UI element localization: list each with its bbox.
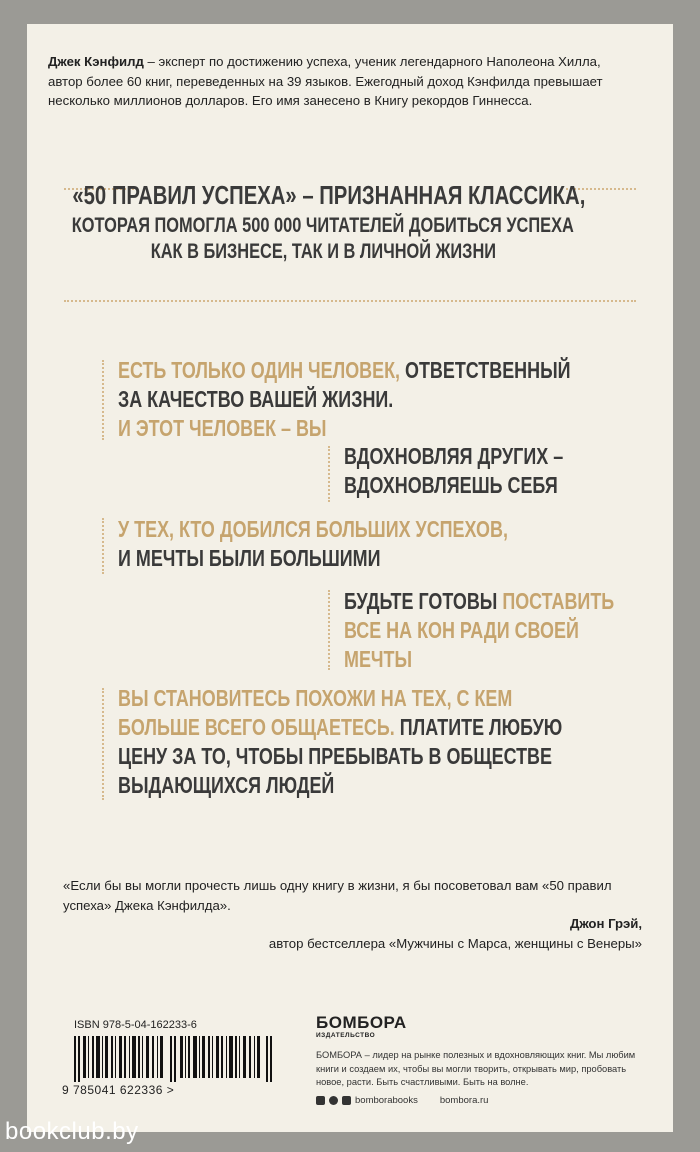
reviewer-role: автор бестселлера «Мужчины с Марса, женщины с Венеры» (268, 936, 642, 951)
quote2-line-1: ВДОХНОВЛЯЯ ДРУГИХ – (344, 443, 564, 469)
review-signature (269, 914, 642, 954)
publisher-logo-sub: ИЗДАТЕЛЬСТВО (316, 1032, 376, 1039)
publisher-logo: БОМБОРА (316, 1013, 407, 1032)
bio-text: – эксперт по достижению успеха, ученик легендарного Наполеона Хилла, автор более 60 книг, переведенных на 39 языков. Ежегодный доход Кэнфилда превышает несколько миллионов долларов. Его имя занесено в Книгу рекордов Гиннесса. (48, 54, 603, 108)
quote1-gold-1: ЕСТЬ ТОЛЬКО ОДИН ЧЕЛОВЕК, (118, 357, 401, 383)
quote1-line-2: ЗА КАЧЕСТВО ВАШЕЙ ЖИЗНИ. (118, 386, 394, 412)
quote2-line-2: ВДОХНОВЛЯЕШЬ СЕБЯ (344, 472, 558, 498)
quote5-gold-2: БОЛЬШЕ ВСЕГО ОБЩАЕТЕСЬ. (118, 714, 395, 740)
quote-4 (344, 587, 690, 674)
website: bombora.ru (439, 1095, 489, 1106)
quote-3 (118, 515, 618, 573)
isbn: ISBN 978-5-04-162233-6 (74, 1019, 197, 1031)
quote3-gold-1: У ТЕХ, КТО ДОБИЛСЯ БОЛЬШИХ УСПЕХОВ, (118, 516, 508, 542)
quote5-marker (102, 688, 104, 800)
facebook-icon (316, 1096, 325, 1105)
quote4-gold-1: ПОСТАВИТЬ (502, 588, 615, 614)
quote2-marker (328, 446, 330, 502)
headline-divider-bottom (64, 300, 636, 302)
social-handle: bomborabooks (355, 1095, 418, 1106)
quote5-line-3: ЦЕНУ ЗА ТО, ЧТОБЫ ПРЕБЫВАТЬ В ОБЩЕСТВЕ (118, 743, 552, 769)
quote1-gold-3: И ЭТОТ ЧЕЛОВЕК – ВЫ (118, 415, 327, 441)
quote-2 (344, 442, 625, 500)
barcode-digits: 9 785041 622336 > (62, 1083, 175, 1097)
quote4-dark-1: БУДЬТЕ ГОТОВЫ (344, 588, 503, 614)
quote5-gold-1: ВЫ СТАНОВИТЕСЬ ПОХОЖИ НА ТЕХ, С КЕМ (118, 685, 513, 711)
publisher-social (316, 1095, 488, 1106)
quote3-marker (102, 518, 104, 574)
instagram-icon (342, 1096, 351, 1105)
headline-line-1: «50 ПРАВИЛ УСПЕХА» – ПРИЗНАННАЯ КЛАССИКА, (72, 180, 586, 210)
quote4-gold-2: ВСЕ НА КОН РАДИ СВОЕЙ (344, 617, 579, 643)
quote3-line-2: И МЕЧТЫ БЫЛИ БОЛЬШИМИ (118, 545, 381, 571)
author-bio (48, 52, 618, 111)
quote-1 (118, 356, 698, 443)
headline-line-3: КАК В БИЗНЕСЕ, ТАК И В ЛИЧНОЙ ЖИЗНИ (150, 240, 496, 263)
publisher-description: БОМБОРА – лидер на рынке полезных и вдохновляющих книг. Мы любим книги и создаем их, чтобы вы могли творить, открывать мир, пробовать новое, расти. Быть счастливыми. Быть на волне. (316, 1050, 636, 1087)
quote1-marker (102, 360, 104, 440)
quote5-dark-2: ПЛАТИТЕ ЛЮБУЮ (394, 714, 563, 740)
watermark: bookclub.by (5, 1118, 139, 1145)
quote4-marker (328, 590, 330, 670)
quote5-line-4: ВЫДАЮЩИХСЯ ЛЮДЕЙ (118, 772, 335, 798)
quote4-gold-3: МЕЧТЫ (344, 646, 413, 672)
quote1-dark-1: ОТВЕТСТВЕННЫЙ (400, 357, 571, 383)
quote-5 (118, 684, 688, 800)
headline-line-2: КОТОРАЯ ПОМОГЛА 500 000 ЧИТАТЕЛЕЙ ДОБИТЬСЯ УСПЕХА (71, 214, 575, 237)
author-name: Джек Кэнфилд (48, 54, 144, 69)
reviewer-name: Джон Грэй, (569, 916, 642, 931)
review-quote: «Если бы вы могли прочесть лишь одну книгу в жизни, я бы посоветовал вам «50 правил успеха» Джека Кэнфилда». (63, 878, 612, 913)
barcode-image (74, 1036, 274, 1082)
vk-icon (329, 1096, 338, 1105)
